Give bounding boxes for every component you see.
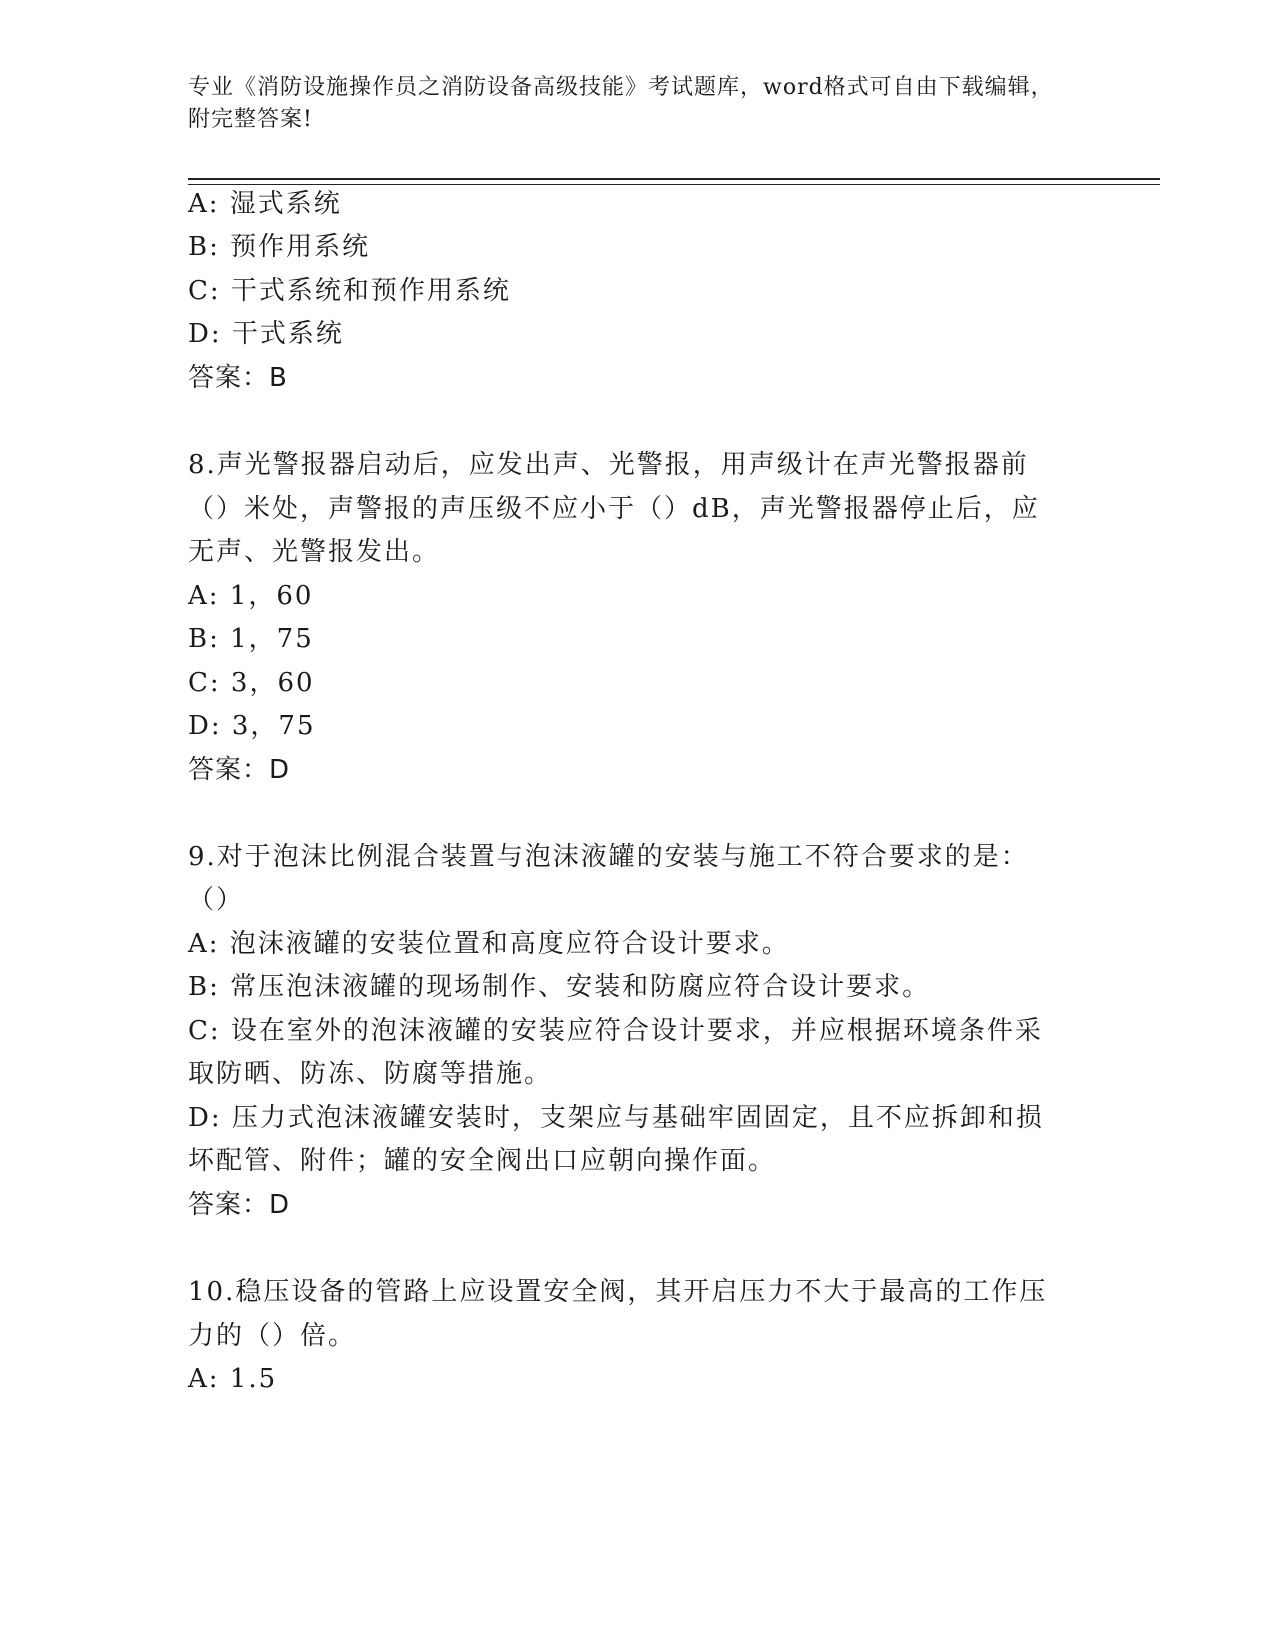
q9-option-b: B: 常压泡沫液罐的现场制作、安装和防腐应符合设计要求。 bbox=[188, 972, 931, 1002]
q9-stem-line-2: （） bbox=[188, 885, 245, 915]
q9-option-c-line-2: 取防晒、防冻、防腐等措施。 bbox=[188, 1059, 553, 1089]
q8-stem-line-1: 8.声光警报器启动后，应发出声、光警报，用声级计在声光警报器前 bbox=[188, 450, 1029, 480]
q9-option-a: A: 泡沫液罐的安装位置和高度应符合设计要求。 bbox=[188, 929, 790, 959]
q8-stem-line-3: 无声、光警报发出。 bbox=[188, 537, 441, 567]
q10-stem-line-2: 力的（）倍。 bbox=[188, 1321, 357, 1351]
q8-option-d: D: 3，75 bbox=[188, 711, 316, 741]
q8-option-b: B: 1，75 bbox=[188, 624, 314, 654]
document-header: 专业《消防设施操作员之消防设备高级技能》考试题库，word格式可自由下载编辑，附完整答案! bbox=[188, 75, 1054, 132]
header-rule-thick bbox=[188, 178, 1160, 180]
q7-option-c: C: 干式系统和预作用系统 bbox=[188, 276, 511, 306]
q7-option-b: B: 预作用系统 bbox=[188, 232, 371, 262]
q8-option-c: C: 3，60 bbox=[188, 668, 315, 698]
q8-answer: 答案：D bbox=[188, 755, 291, 785]
q8-stem-line-2: （）米处，声警报的声压级不应小于（）dB，声光警报器停止后，应 bbox=[188, 494, 1040, 524]
q7-answer: 答案：B bbox=[188, 363, 288, 393]
q10-stem-line-1: 10.稳压设备的管路上应设置安全阀，其开启压力不大于最高的工作压 bbox=[188, 1277, 1048, 1307]
q9-option-d-line-2: 坏配管、附件；罐的安全阀出口应朝向操作面。 bbox=[188, 1146, 777, 1176]
q9-option-c-line-1: C: 设在室外的泡沫液罐的安装应符合设计要求，并应根据环境条件采 bbox=[188, 1016, 1043, 1046]
q9-stem-line-1: 9.对于泡沫比例混合装置与泡沫液罐的安装与施工不符合要求的是： bbox=[188, 842, 1029, 872]
header-rule-thin bbox=[188, 184, 1160, 185]
q7-option-d: D: 干式系统 bbox=[188, 319, 344, 349]
q10-option-a: A: 1.5 bbox=[188, 1364, 278, 1394]
q9-answer: 答案：D bbox=[188, 1190, 291, 1220]
q8-option-a: A: 1，60 bbox=[188, 581, 314, 611]
q9-option-d-line-1: D: 压力式泡沫液罐安装时，支架应与基础牢固固定，且不应拆卸和损 bbox=[188, 1103, 1044, 1133]
q7-option-a: A: 湿式系统 bbox=[188, 189, 342, 219]
